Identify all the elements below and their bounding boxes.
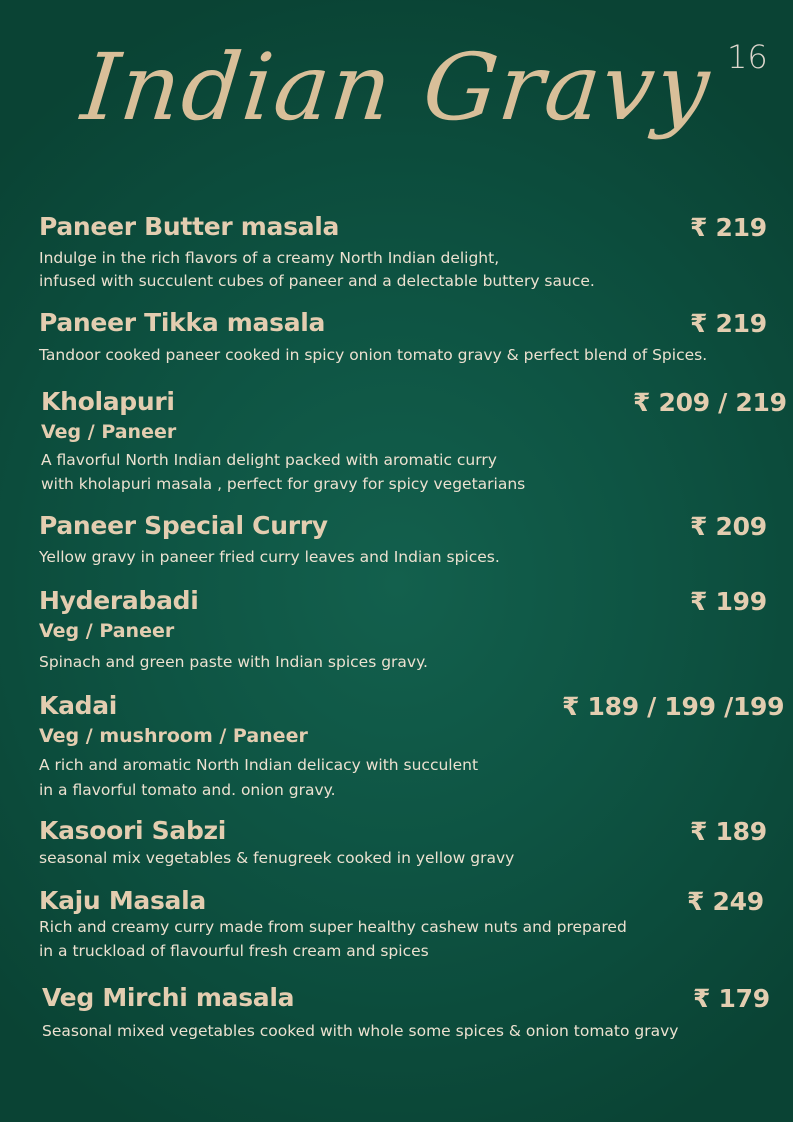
dish-description: Yellow gravy in paneer fried curry leaves and Indian spices. bbox=[39, 548, 500, 566]
dish-variant: Veg / Paneer bbox=[41, 421, 177, 443]
dish-description: A flavorful North Indian delight packed with aromatic curry bbox=[41, 451, 497, 469]
dish-price: ₹ 179 bbox=[693, 984, 770, 1013]
dish-name: Kadai bbox=[39, 691, 118, 720]
dish-price: ₹ 249 bbox=[687, 887, 764, 916]
dish-name: Paneer Butter masala bbox=[39, 212, 340, 241]
dish-description: Seasonal mixed vegetables cooked with whole some spices & onion tomato gravy bbox=[42, 1022, 679, 1040]
dish-description: A rich and aromatic North Indian delicacy with succulent bbox=[39, 756, 479, 774]
dish-price: ₹ 219 bbox=[690, 213, 767, 242]
dish-name: Paneer Special Curry bbox=[39, 511, 328, 540]
dish-description: Rich and creamy curry made from super healthy cashew nuts and prepared bbox=[39, 918, 627, 936]
dish-price: ₹ 219 bbox=[690, 309, 767, 338]
dish-name: Veg Mirchi masala bbox=[42, 983, 295, 1012]
dish-name: Kasoori Sabzi bbox=[39, 816, 227, 845]
dish-variant: Veg / Paneer bbox=[39, 620, 175, 642]
dish-variant: Veg / mushroom / Paneer bbox=[39, 725, 308, 747]
dish-price: ₹ 189 / 199 /199 bbox=[562, 692, 785, 721]
dish-price: ₹ 209 / 219 bbox=[633, 388, 787, 417]
dish-price: ₹ 199 bbox=[690, 587, 767, 616]
dish-description: Indulge in the rich flavors of a creamy North Indian delight, bbox=[39, 249, 500, 267]
page-number: 16 bbox=[727, 38, 768, 76]
dish-price: ₹ 209 bbox=[690, 512, 767, 541]
dish-price: ₹ 189 bbox=[690, 817, 767, 846]
dish-name: Kholapuri bbox=[41, 387, 175, 416]
dish-name: Hyderabadi bbox=[39, 586, 199, 615]
dish-name: Kaju Masala bbox=[39, 886, 206, 915]
dish-description: infused with succulent cubes of paneer and a delectable buttery sauce. bbox=[39, 272, 595, 290]
dish-name: Paneer Tikka masala bbox=[39, 308, 326, 337]
dish-description: with kholapuri masala , perfect for gravy for spicy vegetarians bbox=[41, 475, 526, 493]
dish-description: in a flavorful tomato and. onion gravy. bbox=[39, 781, 336, 799]
dish-description: Spinach and green paste with Indian spices gravy. bbox=[39, 653, 428, 671]
dish-description: seasonal mix vegetables & fenugreek cooked in yellow gravy bbox=[39, 849, 515, 867]
page-title: Indian Gravy bbox=[77, 34, 716, 141]
dish-description: in a truckload of flavourful fresh cream and spices bbox=[39, 942, 429, 960]
dish-description: Tandoor cooked paneer cooked in spicy onion tomato gravy & perfect blend of Spices. bbox=[39, 346, 708, 364]
